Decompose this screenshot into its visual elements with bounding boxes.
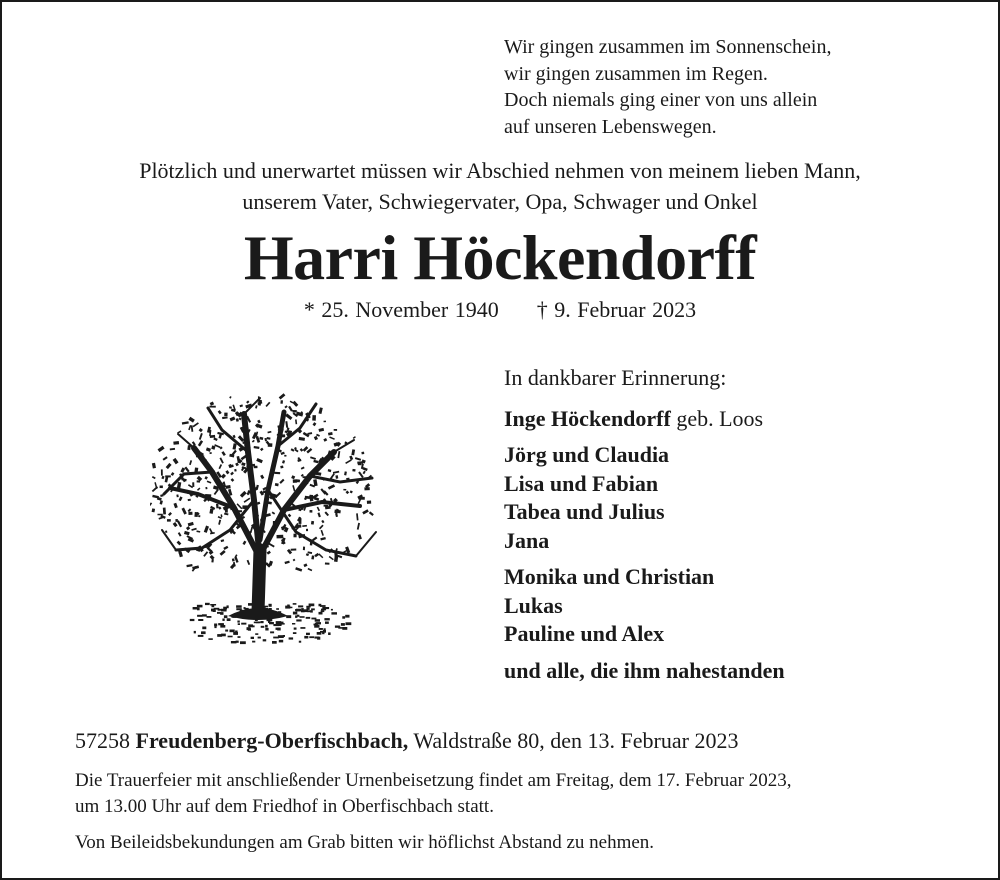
family-member: Jörg und Claudia — [504, 442, 670, 467]
family-member: Jana — [504, 527, 550, 553]
mourners-closing: und alle, die ihm nahestanden — [504, 657, 785, 683]
condolence-note: Von Beileidsbekundungen am Grab bitten wir höflichst Abstand zu nehmen. — [75, 832, 655, 853]
family-member: Lisa und Fabian — [504, 470, 659, 496]
mourners — [504, 364, 785, 685]
intro-text — [2, 155, 998, 217]
family-group-2 — [504, 563, 785, 649]
family-group-1 — [504, 441, 785, 555]
birth-date: * 25. November 1940 — [303, 297, 499, 322]
poem — [504, 34, 831, 140]
poem-line: Wir gingen zusammen im Sonnenschein, — [504, 36, 832, 58]
intro-line: Plötzlich und unerwartet müssen wir Abschied nehmen von meinem lieben Mann, — [139, 158, 861, 183]
life-dates — [2, 295, 998, 325]
postcode: 57258 — [75, 728, 130, 753]
funeral-line: Die Trauerfeier mit anschließender Urnenbeisetzung findet am Freitag, dem 17. Februar 2023, — [75, 770, 792, 791]
death-date: † 9. Februar 2023 — [536, 297, 697, 322]
poem-line: wir gingen zusammen im Regen. — [504, 62, 768, 85]
address-date: Waldstraße 80, den 13. Februar 2023 — [413, 728, 739, 753]
widow-name: Inge Höckendorff — [504, 405, 671, 431]
town: Freudenberg-Oberfischbach, — [135, 728, 409, 753]
widow-maiden-name: geb. Loos — [676, 405, 764, 431]
intro-line: unserem Vater, Schwiegervater, Opa, Schwager und Onkel — [242, 189, 758, 214]
funeral-info — [75, 768, 792, 820]
deceased-name: Harri Höckendorff — [243, 222, 757, 293]
mourners-lead: In dankbarer Erinnerung: — [504, 365, 727, 390]
widow-line — [504, 405, 785, 434]
family-member: Monika und Christian — [504, 564, 715, 589]
funeral-line: um 13.00 Uhr auf dem Friedhof in Oberfischbach statt. — [75, 796, 494, 817]
family-member: Lukas — [504, 592, 563, 618]
tree-icon — [150, 390, 390, 652]
place-date-line — [75, 727, 738, 755]
poem-line: Doch niemals ging einer von uns allein — [504, 89, 818, 111]
family-member: Tabea und Julius — [504, 499, 665, 524]
poem-line: auf unseren Lebenswegen. — [504, 115, 717, 138]
family-member: Pauline und Alex — [504, 621, 665, 646]
